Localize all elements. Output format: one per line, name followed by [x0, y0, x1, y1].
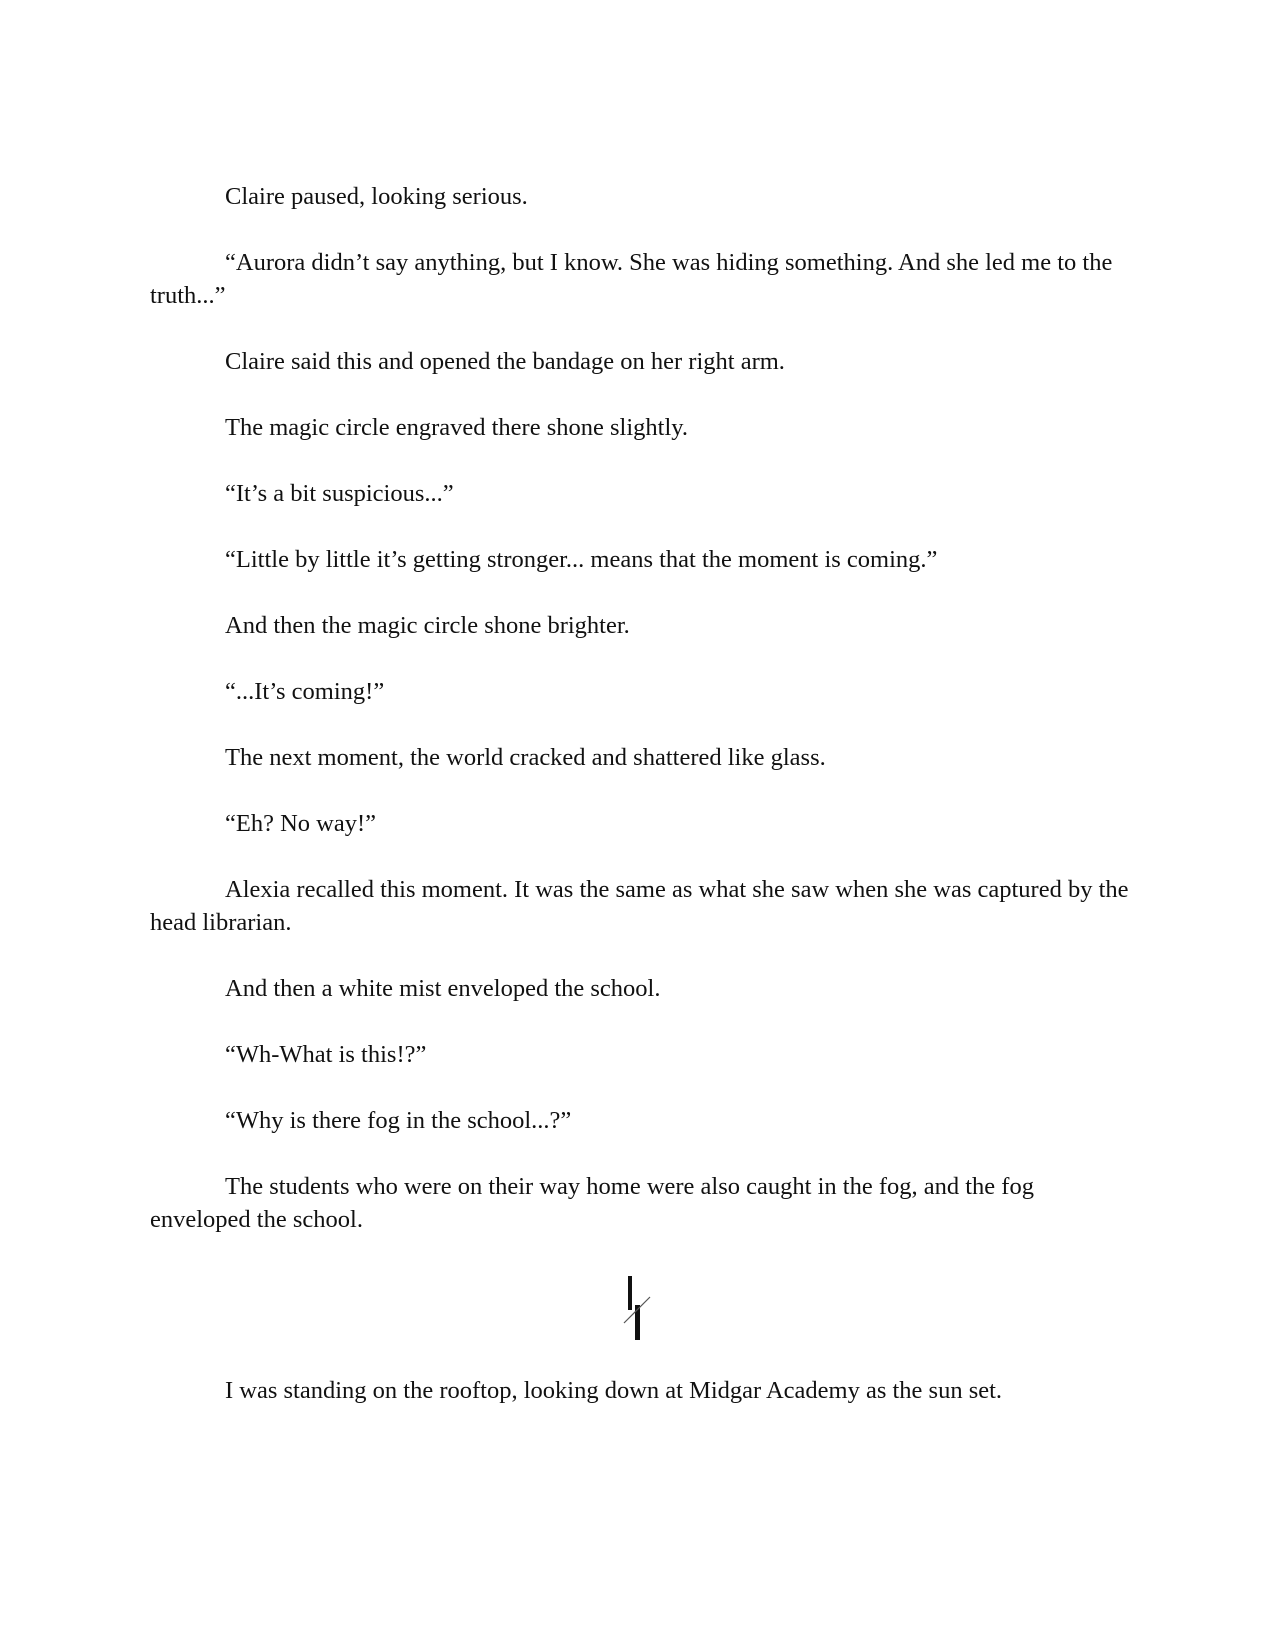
paragraph: I was standing on the rooftop, looking down at Midgar Academy as the sun set. — [225, 1377, 1003, 1404]
paragraph: “...It’s coming!” — [225, 678, 385, 705]
paragraph: “Wh-What is this!?” — [225, 1041, 427, 1068]
paragraph: The students who were on their way home were also caught in the fog, and the fog enveloped the school. — [150, 1173, 1034, 1233]
paragraph: “Why is there fog in the school...?” — [225, 1107, 572, 1134]
paragraph: “Little by little it’s getting stronger... means that the moment is coming.” — [225, 546, 938, 573]
paragraph: Alexia recalled this moment. It was the same as what she saw when she was captured by the head librarian. — [150, 876, 1129, 936]
paragraph: And then a white mist enveloped the school. — [225, 975, 661, 1002]
paragraph: Claire said this and opened the bandage on her right arm. — [225, 348, 785, 375]
paragraph: The magic circle engraved there shone slightly. — [225, 414, 689, 441]
paragraph: And then the magic circle shone brighter. — [225, 612, 630, 639]
paragraph: “Eh? No way!” — [225, 810, 377, 837]
paragraph: “It’s a bit suspicious...” — [225, 480, 454, 507]
paragraph: “Aurora didn’t say anything, but I know. She was hiding something. And she led me to the truth...” — [150, 249, 1113, 309]
paragraph: Claire paused, looking serious. — [225, 183, 528, 210]
slashed-bar-icon — [618, 1275, 658, 1341]
paragraph: The next moment, the world cracked and shattered like glass. — [225, 744, 826, 771]
